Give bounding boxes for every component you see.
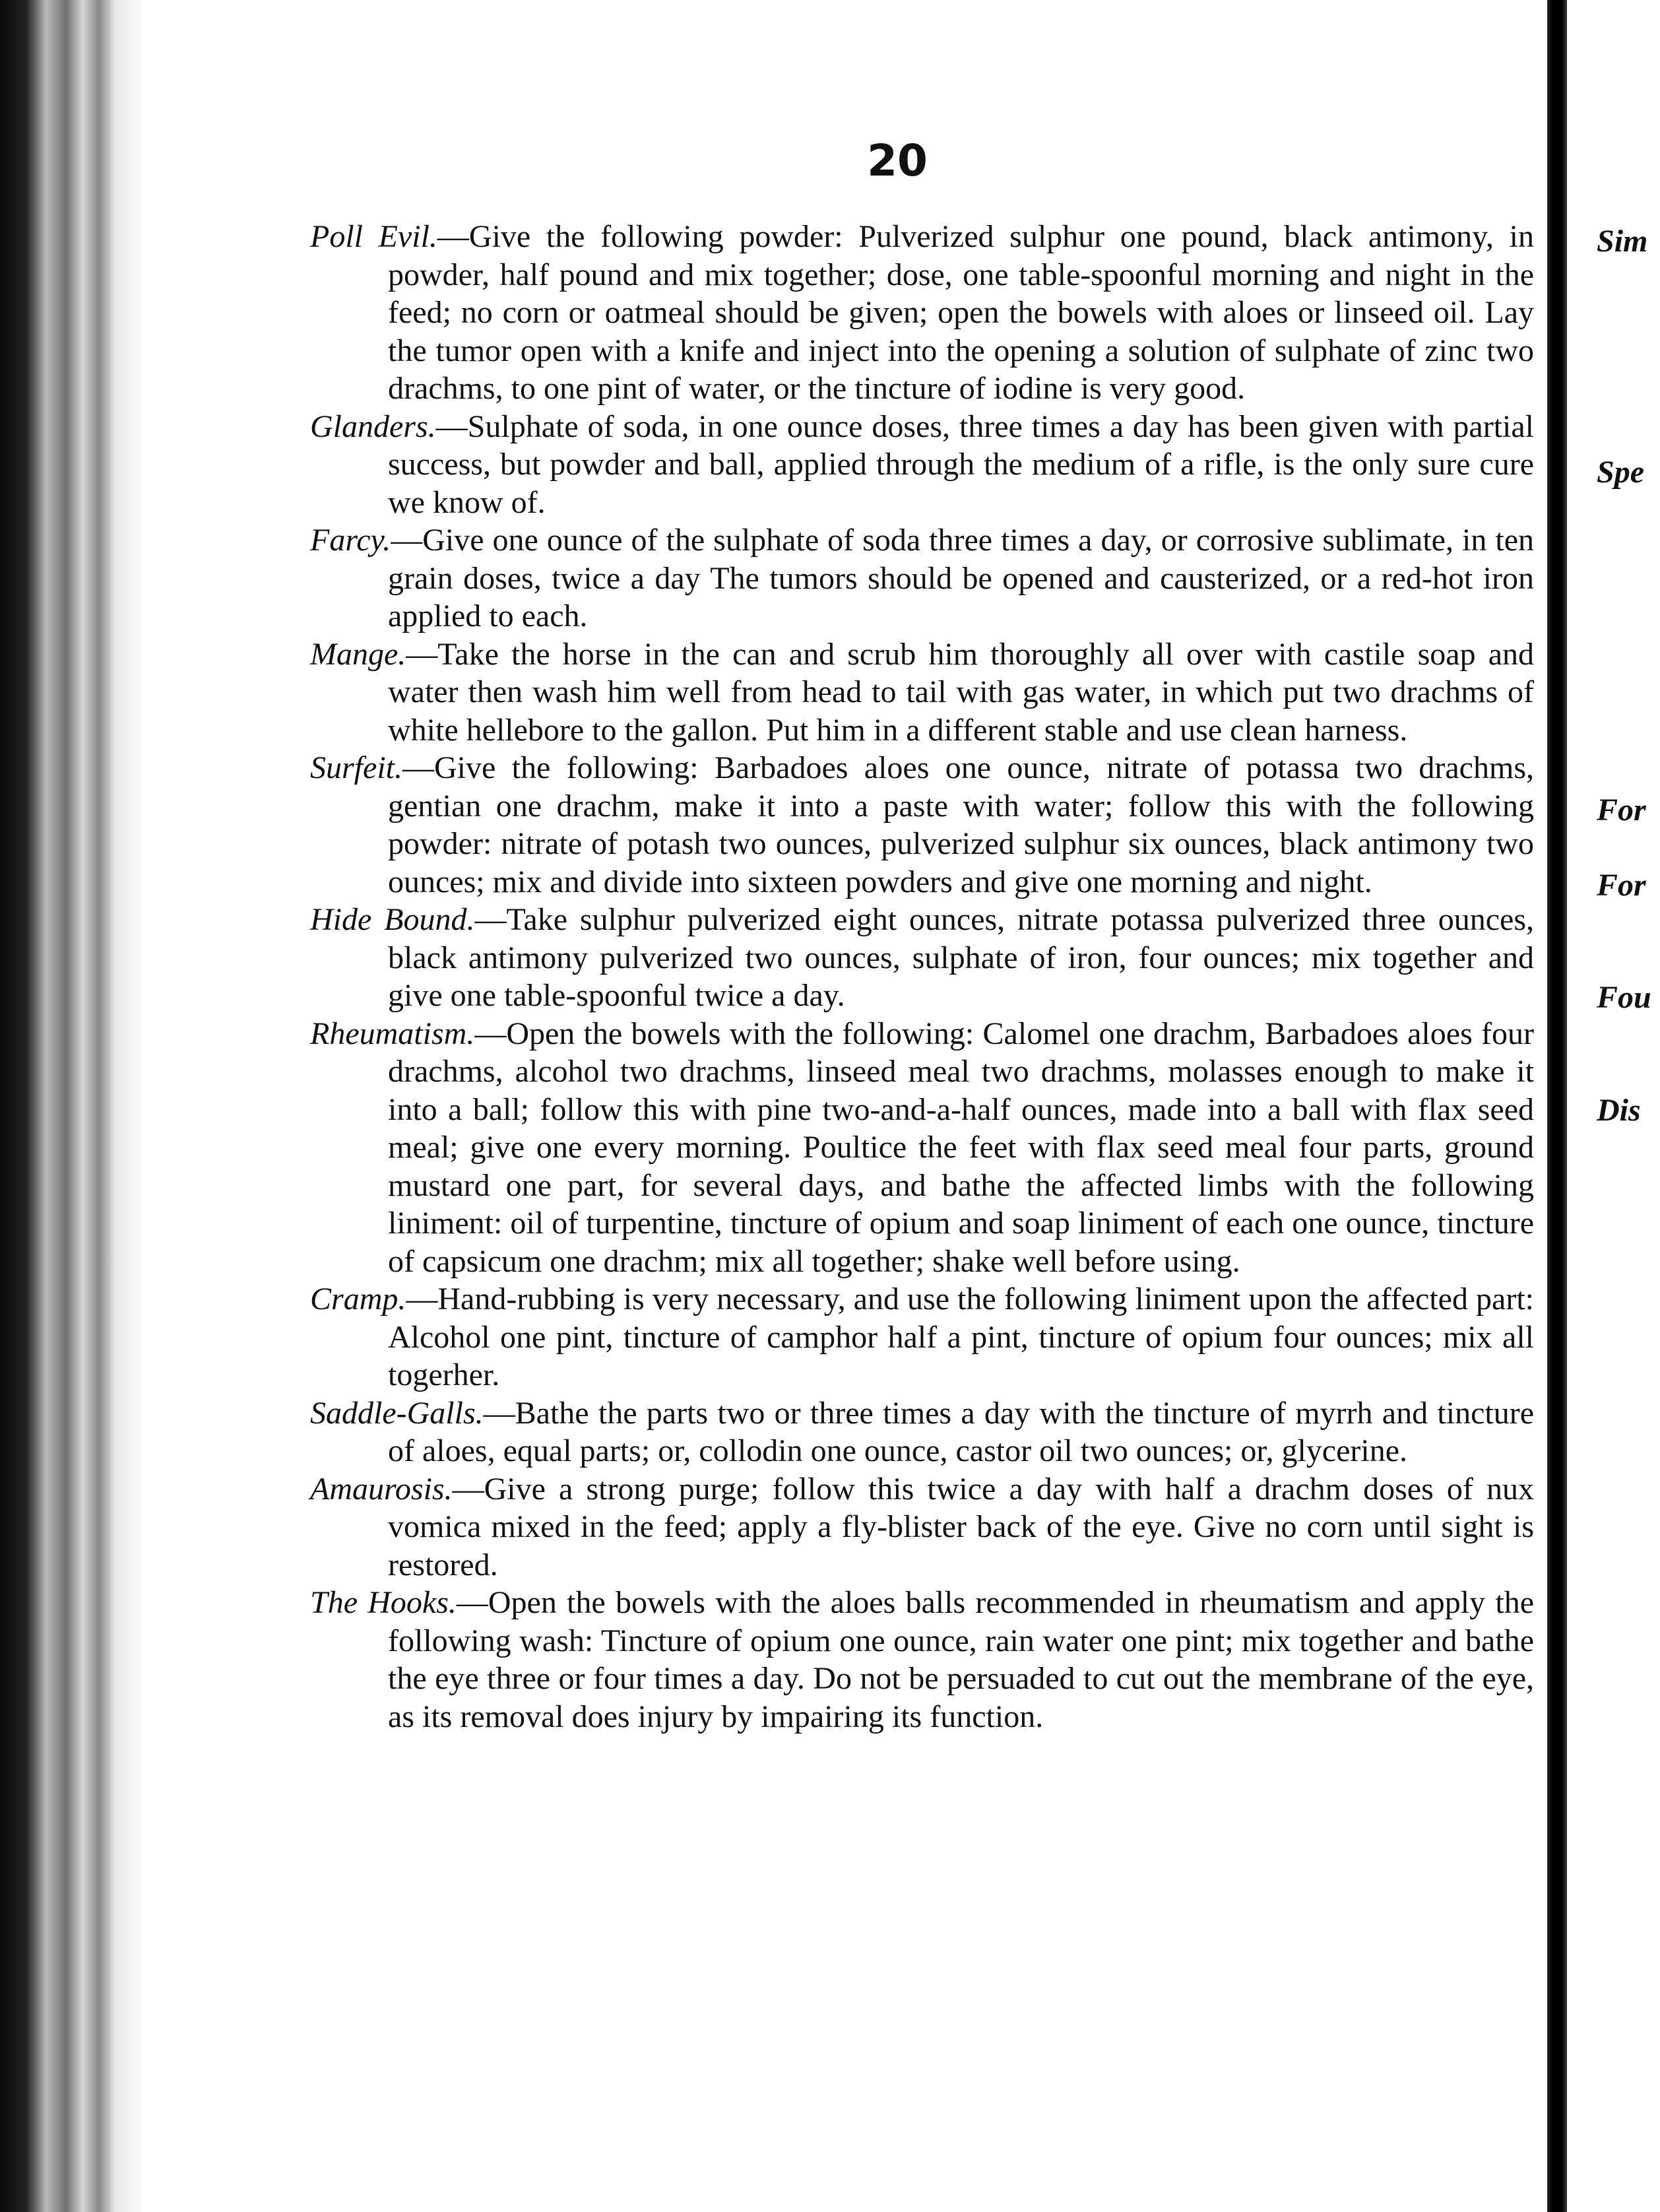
entry-rheumatism (310, 1015, 1534, 1281)
entry-saddle-galls (310, 1394, 1534, 1470)
entry-text: —Open the bowels with the following: Calomel one drachm, Barbadoes aloes four drachms, alcohol two drachms, linseed meal two drachms, molasses enough to make it into a ball; follow this with pine two-and-a-half ounces, made into a ball with flax seed meal; give one every morning. Poultice the feet with flax seed meal four parts, ground mustard one part, for several days, and bathe the affected limbs with the following liniment: oil of turpentine, tincture of opium and soap liniment of each one ounce, tincture of capsicum one drachm; mix all together; shake well before using. (388, 1016, 1534, 1279)
entry-term: Poll Evil. (310, 219, 437, 254)
margin-fragment: Dis (1597, 1093, 1641, 1128)
entry-term: Amaurosis. (310, 1471, 453, 1507)
entry-poll-evil (310, 218, 1534, 408)
page-number: 20 (867, 135, 928, 186)
entry-cramp (310, 1280, 1534, 1394)
margin-fragment: Fou (1597, 980, 1651, 1015)
entry-term: Glanders. (310, 408, 436, 444)
entry-term: Cramp. (310, 1282, 406, 1317)
entry-farcy (310, 521, 1534, 635)
entry-term: Mange. (310, 636, 406, 672)
entry-text: —Give the following: Barbadoes aloes one ounce, nitrate of potassa two drachms, gentian one drachm, make it into a paste with water; follow this with the following powder: nitrate of potash two ounces, pulverized sulphur six ounces, black antimony two ounces; mix and divide into sixteen powders and give one morning and night. (388, 750, 1534, 899)
entry-term: Rheumatism. (310, 1016, 475, 1051)
entry-glanders (310, 408, 1534, 522)
entry-hide-bound (310, 901, 1534, 1015)
entry-text: —Take the horse in the can and scrub him thoroughly all over with castile soap and water then wash him well from head to tail with gas water, in which put two drachms of white hellebore to the gallon. Put him in a different stable and use clean harness. (388, 636, 1534, 748)
entry-mange (310, 635, 1534, 750)
entry-text: —Hand-rubbing is very necessary, and use the following liniment upon the affected part: Alcohol one pint, tincture of camphor half a pint, tincture of opium four ounces; mix all togerher. (388, 1282, 1534, 1392)
entry-amaurosis (310, 1470, 1534, 1584)
book-binding-shadow (0, 0, 142, 2212)
entry-term: Saddle-Galls. (310, 1395, 484, 1431)
entry-the-hooks (310, 1584, 1534, 1736)
margin-fragment: Sim (1597, 224, 1648, 259)
entry-text: —Give the following powder: Pulverized sulphur one pound, black antimony, in powder, half pound and mix together; dose, one table-spoonful morning and night in the feed; no corn or oatmeal should be given; open the bowels with aloes or linseed oil. Lay the tumor open with a knife and inject into the opening a solution of sulphate of zinc two drachms, to one pint of water, or the tincture of iodine is very good. (388, 219, 1534, 406)
margin-fragment: For (1597, 868, 1646, 903)
next-page-margin (1597, 0, 1660, 2212)
margin-fragment: Spe (1597, 455, 1644, 490)
page-gutter (1547, 0, 1567, 2212)
entry-text: —Take sulphur pulverized eight ounces, nitrate potassa pulverized three ounces, black antimony pulverized two ounces, sulphate of iron, four ounces; mix together and give one table-spoonful twice a day. (388, 902, 1535, 1013)
margin-fragment: For (1597, 793, 1646, 828)
entry-term: Surfeit. (310, 750, 402, 785)
entry-text: —Bathe the parts two or three times a day with the tincture of myrrh and tincture of aloes, equal parts; or, collodin one ounce, castor oil two ounces; or, glycerine. (388, 1395, 1534, 1468)
entry-term: The Hooks. (310, 1585, 457, 1620)
entry-text: —Give one ounce of the sulphate of soda three times a day, or corrosive sublimate, in ten grain doses, twice a day The tumors should be opened and causterized, or a red-hot iron applied to each. (388, 523, 1534, 634)
entry-surfeit (310, 749, 1534, 901)
entry-text: —Give a strong purge; follow this twice a day with half a drachm doses of nux vomica mixed in the feed; apply a fly-blister back of the eye. Give no corn until sight is restored. (388, 1471, 1534, 1582)
entry-term: Hide Bound. (310, 902, 475, 937)
entry-term: Farcy. (310, 523, 391, 558)
entry-text: —Open the bowels with the aloes balls recommended in rheumatism and apply the following wash: Tincture of opium one ounce, rain water one pint; mix together and bathe the eye three or four times a day. Do not be persuaded to cut out the membrane of the eye, as its removal does injury by impairing its function. (388, 1585, 1534, 1734)
entry-list (310, 218, 1534, 1736)
entry-text: —Sulphate of soda, in one ounce doses, three times a day has been given with partial success, but powder and ball, applied through the medium of a rifle, is the only sure cure we know of. (388, 408, 1534, 520)
